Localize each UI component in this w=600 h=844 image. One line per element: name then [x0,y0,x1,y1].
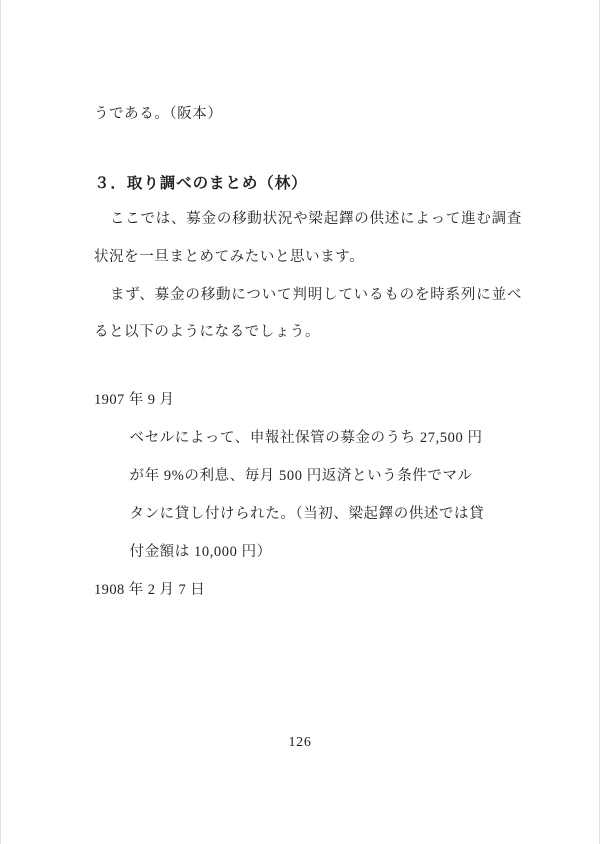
timeline-entry-line: 付金額は 10,000 円） [129,544,272,561]
timeline-entry-line: が年 9%の利息、毎月 500 円返済という条件でマル [129,468,473,485]
body-paragraph-2: まず、募金の移動について判明しているものを時系列に並べると以下のようになるでしょう。 [94,286,522,341]
timeline-entry-line: タンに貸し付けられた。（当初、梁起鐸の供述では貸 [129,506,485,523]
timeline-entry-date-2: 1908 年 2 月 7 日 [94,582,206,599]
body-paragraph-1: ここでは、募金の移動状況や梁起鐸の供述によって進む調査状況を一旦まとめてみたいと思います。 [94,210,522,265]
opening-line: うである。（阪本） [94,106,223,122]
timeline-entry-line: ベセルによって、申報社保管の募金のうち 27,500 円 [129,430,483,447]
timeline-entry-date-1: 1907 年 9 月 [94,392,175,409]
spacer [94,134,522,168]
spacer [94,352,522,382]
page-number: 126 [288,735,312,750]
section-heading: ３．取り調べのまとめ（林） [94,174,308,192]
